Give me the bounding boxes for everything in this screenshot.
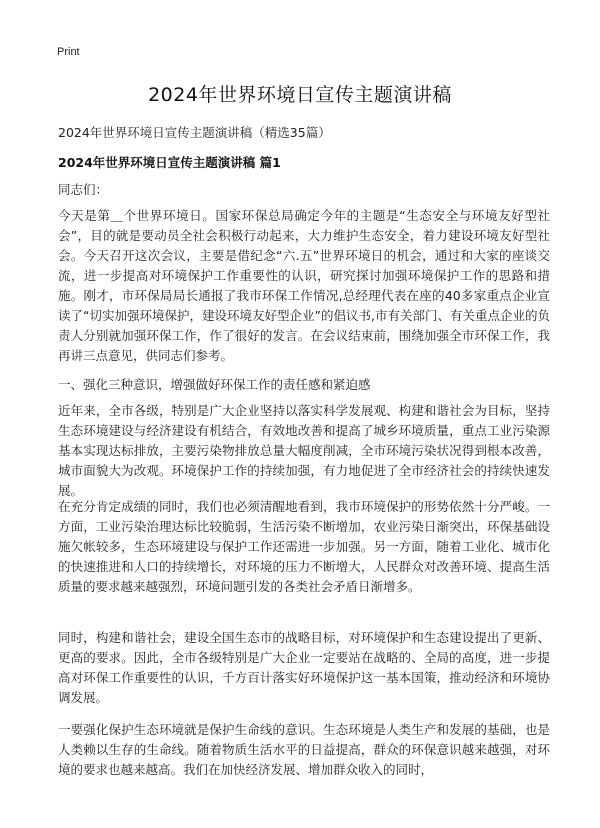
section-heading: 2024年世界环境日宣传主题演讲稿 篇1 bbox=[58, 155, 281, 170]
paragraph-lifeline: 一要强化保护生态环境就是保护生命线的意识。生态环境是人类生产和发展的基础，也是人类赖以生存的生命线。随着物质生活水平的日益提高，群众的环保意识越来越强，对环境的要求也越来越高。我们在加快经济发展、增加群众收入的同时， bbox=[58, 722, 550, 777]
subheading-one: 一、强化三种意识，增强做好环保工作的责任感和紧迫感 bbox=[58, 377, 371, 392]
paragraph-intro: 今天是第＿个世界环境日。国家环保总局确定今年的主题是“生态安全与环境友好型社会”，目的就是要动员全社会积极行动起来，大力维护生态安全，着力建设环境友好型社会。今天召开这次会议，主要是借纪念“六.五”世界环境日的机会，通过和大家的座谈交流，进一步提高对环境保护工作重要性的认识，研究探讨加强环境保护工作的思路和措施。刚才，市环保局局长通报了我市环保工作情况,总经理代表在座的40多家重点企业宣读了“切实加强环境保护，建设环境友好型企业”的倡议书,市有关部门、有关重点企业的负责人分别就加强环保工作，作了很好的发言。在会议结束前，围绕加强全市环保工作，我再讲三点意见，供同志们参考。 bbox=[58, 208, 550, 363]
page-title: 2024年世界环境日宣传主题演讲稿 bbox=[148, 84, 452, 106]
subtitle: 2024年世界环境日宣传主题演讲稿（精选35篇） bbox=[58, 125, 331, 140]
paragraph-achievements: 近年来，全市各级，特别是广大企业坚持以落实科学发展观、构建和谐社会为目标，坚持生态环境建设与经济建设有机结合，有效地改善和提高了城乡环境质量，重点工业污染源基本实现达标排放，主要污染物排放总量大幅度削减，全市环境污染状况得到根本改善，城市面貌大为改观。环境保护工作的持续加强，有力地促进了全市经济社会的持续快速发展。 bbox=[58, 403, 550, 498]
greeting: 同志们： bbox=[58, 182, 109, 197]
paragraph-strategy: 同时，构建和谐社会，建设全国生态市的战略目标，对环境保护和生态建设提出了更新、更高的要求。因此，全市各级特别是广大企业一定要站在战略的、全局的高度，进一步提高对环保工作重要性的认识，千方百计落实好环境保护这一基本国策，推动经济和环境协调发展。 bbox=[58, 630, 550, 705]
paragraph-challenges: 在充分肯定成绩的同时，我们也必须清醒地看到，我市环境保护的形势依然十分严峻。一方面，工业污染治理达标比较脆弱，生活污染不断增加，农业污染日渐突出，环保基础设施欠帐较多，生态环境建设与保护工作还需进一步加强。另一方面，随着工业化、城市化的快速推进和人口的持续增长，对环境的压力不断增大，人民群众对改善环境、提高生活质量的要求越来越强烈，环境问题引发的各类社会矛盾日渐增多。 bbox=[58, 499, 550, 594]
print-link[interactable]: Print bbox=[57, 46, 80, 58]
